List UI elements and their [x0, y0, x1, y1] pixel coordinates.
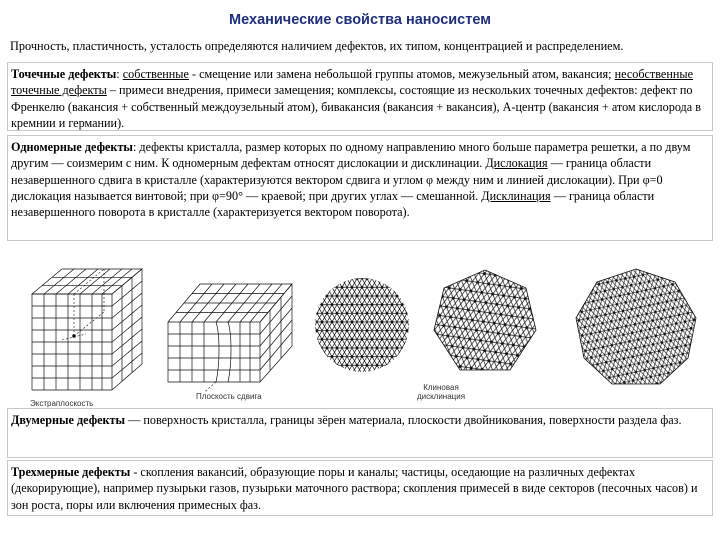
extra-plane-label: Экстраплоскость [30, 399, 94, 408]
line-defects-section [7, 135, 713, 241]
surface-defects-text: — поверхность кристалла, границы зёрен материала, плоскости двойникования, поверхности раздела фаз. [125, 413, 682, 427]
volume-defects-heading: Трехмерные дефекты [11, 465, 131, 479]
wedge-disclination-figure [430, 266, 540, 386]
wedge-disclination-label [408, 383, 474, 401]
wedge-label-line-2: дисклинация [416, 392, 466, 401]
intro-text: Прочность, пластичность, усталость определяются наличием дефектов, их типом, концентрацией и распределением. [10, 39, 624, 53]
disclination-term: Дисклинация [481, 188, 551, 203]
own-defects-text: - смещение или замена небольшой группы атомов, межузельный атом, вакансия; [188, 67, 612, 81]
shear-plane-label: Плоскость сдвига [196, 392, 262, 401]
disordered-lattice-figure [572, 266, 700, 390]
line-defects-text-2: — граница области незавершенного сдвига в кристалле (характеризуются вектором сдвига и углом φ между ним и линией дислокации). При φ=0 дислокация называется винтовой; при φ=90° — краевой; при других углах — смешанной. [11, 156, 663, 203]
foreign-defects-text: – примеси внедрения, примеси замещения; комплексы, состоящие из нескольких точечных дефектов: дефект по Френкелю (вакансия + собственный междоузельный атом), бивакансия (вакансия + вакансия), А-центр (вакансия + атом кислорода в кремнии и германии). [11, 83, 701, 130]
screw-dislocation-figure [160, 264, 308, 404]
page-title: Механические свойства наносистем [229, 12, 491, 28]
edge-dislocation-figure [22, 264, 152, 404]
point-defects-section [7, 62, 713, 131]
foreign-defects-term: несобственные точечные дефекты [11, 67, 693, 98]
wedge-label-line-1: Клиновая [423, 383, 459, 392]
volume-defects-section [7, 460, 713, 516]
line-defects-text-1: : дефекты кристалла, размер которых по одному направлению много больше параметра решетки, а по двум другим — соизмерим с ним. К одномерным дефектам относят дислокации и дисклинации. [11, 140, 691, 171]
lattice-circle-figure [312, 270, 412, 380]
point-colon: : [116, 67, 123, 81]
line-defects-text-3: — граница области незавершенного поворота в кристалле (характеризуется вектором поворота). [11, 188, 655, 220]
own-defects-term: собственные [122, 67, 189, 81]
line-defects-heading: Одномерные дефекты [11, 140, 133, 154]
surface-defects-heading: Двумерные дефекты [11, 413, 126, 427]
dislocation-term: Дислокация [485, 156, 548, 171]
figures-row [0, 262, 720, 412]
surface-defects-section [7, 408, 713, 458]
point-defects-heading: Точечные дефекты [11, 67, 117, 81]
volume-defects-text: - скопления вакансий, образующие поры и каналы; частицы, оседающие на различных дефектах (декорирующие), например пузырьки газов, пузырьки маточного раствора; скопления примесей в виде секторов (песочных часов) и зон роста, поры или включения примесных фаз. [11, 465, 698, 512]
